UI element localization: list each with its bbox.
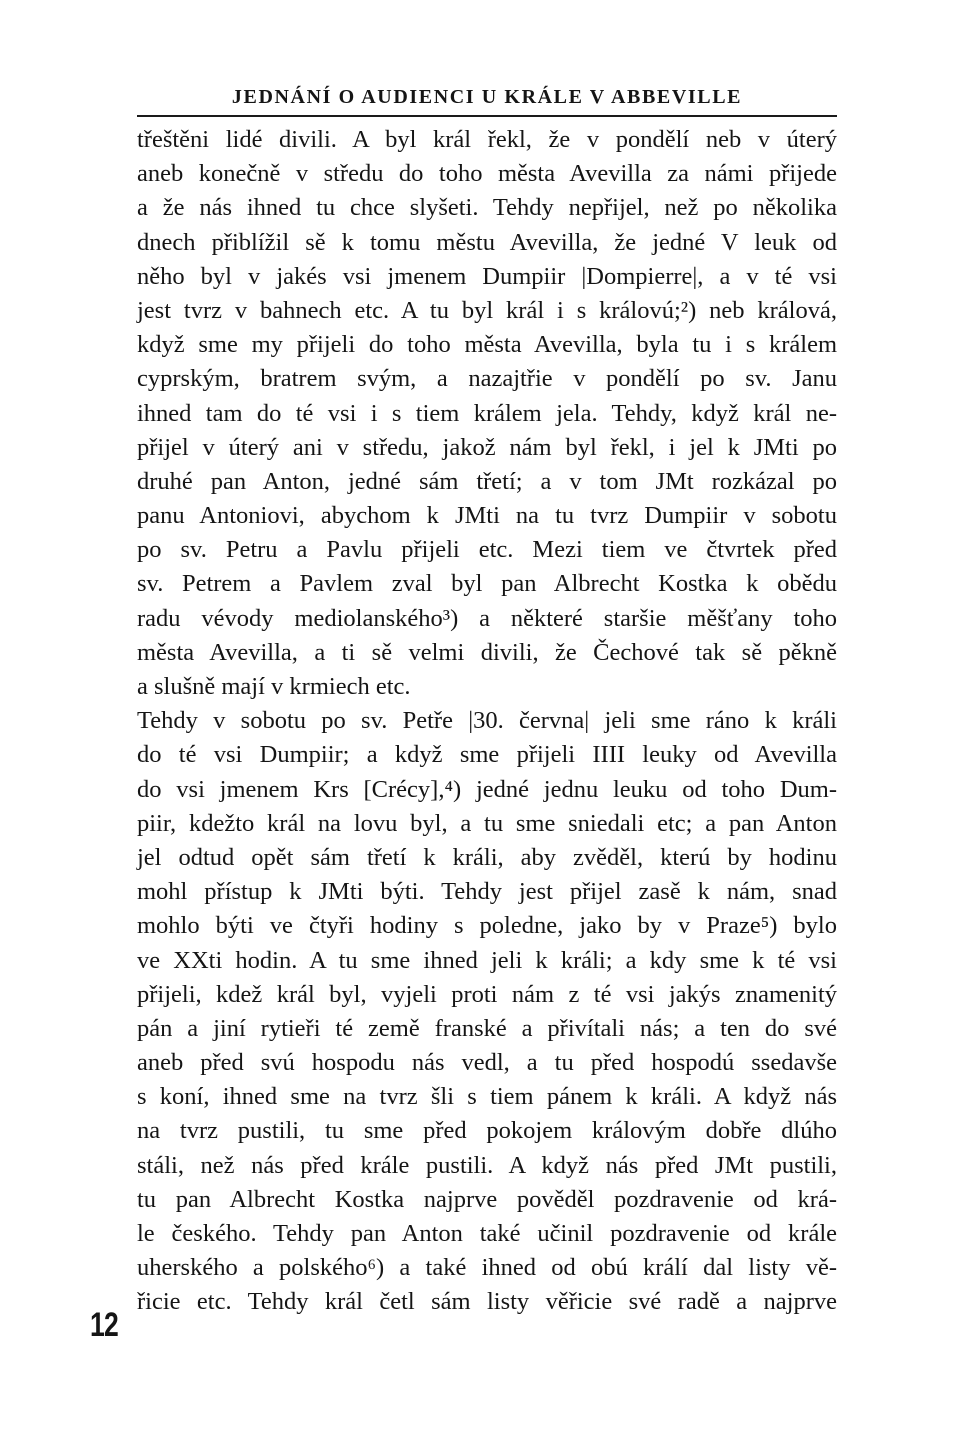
- text-line: uherského a polského⁶) a také ihned od obú králí dal listy vě-: [137, 1254, 837, 1282]
- header-rule: [137, 115, 837, 117]
- text-line: mohl přístup k JMti býti. Tehdy jest přijel zasě k nám, snad: [137, 878, 837, 906]
- text-line: tu pan Albrecht Kostka najprve pověděl pozdravenie od krá-: [137, 1185, 837, 1213]
- text-line: sv. Petrem a Pavlem zval byl pan Albrecht Kostka k obědu: [137, 570, 837, 598]
- page-number: 12: [90, 1306, 118, 1344]
- text-line: a slušně mají v krmiech etc.: [137, 673, 411, 700]
- text-line: jel odtud opět sám třetí k králi, aby zvěděl, kterú by hodinu: [137, 843, 837, 871]
- text-line: přijel v úterý ani v středu, jakož nám byl řekl, i jel k JMti po: [137, 433, 837, 461]
- text-line: dnech přiblížil sě k tomu městu Avevilla, že jedné V leuk od: [137, 228, 837, 256]
- text-line: pán a jiní rytieři té země franské a přivítali nás; a ten do své: [137, 1014, 837, 1042]
- text-line: le českého. Tehdy pan Anton také učinil pozdravenie od krále: [137, 1220, 837, 1247]
- body-text: [137, 123, 837, 1320]
- running-header: JEDNÁNÍ O AUDIENCI U KRÁLE V ABBEVILLE: [231, 86, 743, 108]
- text-line: cyprským, bratrem svým, a nazajtřie v pondělí po sv. Janu: [137, 365, 837, 393]
- text-line: něho byl v jakés vsi jmenem Dumpiir |Dompierre|, a v té vsi: [137, 262, 837, 290]
- text-line: jest tvrz v bahnech etc. A tu byl král i s královú;²) neb králová,: [137, 296, 837, 324]
- text-line: na tvrz pustili, tu sme před pokojem královým dobře dlúho: [137, 1117, 837, 1145]
- text-line: řicie etc. Tehdy král četl sám listy věřicie své radě a najprve: [137, 1288, 837, 1316]
- text-line: s koní, ihned sme na tvrz šli s tiem pánem k králi. A když nás: [137, 1083, 837, 1111]
- text-line: radu vévody mediolanského³) a některé staršie měšťany toho: [137, 604, 837, 632]
- text-line: do té vsi Dumpiir; a když sme přijeli IIII leuky od Avevilla: [137, 741, 837, 769]
- text-line: ve XXti hodin. A tu sme ihned jeli k králi; a kdy sme k té vsi: [137, 946, 837, 974]
- text-line: Tehdy v sobotu po sv. Petře |30. června| jeli sme ráno k králi: [137, 707, 837, 735]
- text-line: aneb konečně v středu do toho města Avevilla za námi přijede: [137, 160, 837, 188]
- text-line: města Avevilla, a ti sě velmi divili, že Čechové tak sě pěkně: [137, 638, 837, 666]
- text-line: ihned tam do té vsi i s tiem králem jela. Tehdy, když král ne-: [137, 399, 837, 427]
- text-line: stáli, než nás před krále pustili. A když nás před JMt pustili,: [137, 1151, 837, 1179]
- text-line: mohlo býti ve čtyři hodiny s poledne, jako by v Praze⁵) bylo: [137, 912, 837, 940]
- text-line: do vsi jmenem Krs [Crécy],⁴) jedné jednu leuku od toho Dum-: [137, 775, 837, 803]
- text-line: piir, kdežto král na lovu byl, a tu sme sniedali etc; a pan Anton: [137, 809, 837, 837]
- text-line: třeštěni lidé divili. A byl král řekl, že v pondělí neb v úterý: [137, 126, 837, 153]
- text-line: aneb před svú hospodu nás vedl, a tu před hospodú ssedavše: [137, 1049, 837, 1077]
- text-line: po sv. Petru a Pavlu přijeli etc. Mezi tiem ve čtvrtek před: [137, 536, 837, 564]
- text-line: druhé pan Anton, jedné sám třetí; a v tom JMt rozkázal po: [137, 467, 837, 495]
- text-line: a že nás ihned tu chce slyšeti. Tehdy nepřijel, než po několika: [137, 194, 837, 222]
- text-line: přijeli, kdež král byl, vyjeli proti nám z té vsi jakýs znamenitý: [137, 980, 837, 1008]
- text-line: když sme my přijeli do toho města Avevilla, byla tu i s králem: [137, 331, 837, 359]
- text-line: panu Antoniovi, abychom k JMti na tu tvrz Dumpiir v sobotu: [137, 502, 837, 530]
